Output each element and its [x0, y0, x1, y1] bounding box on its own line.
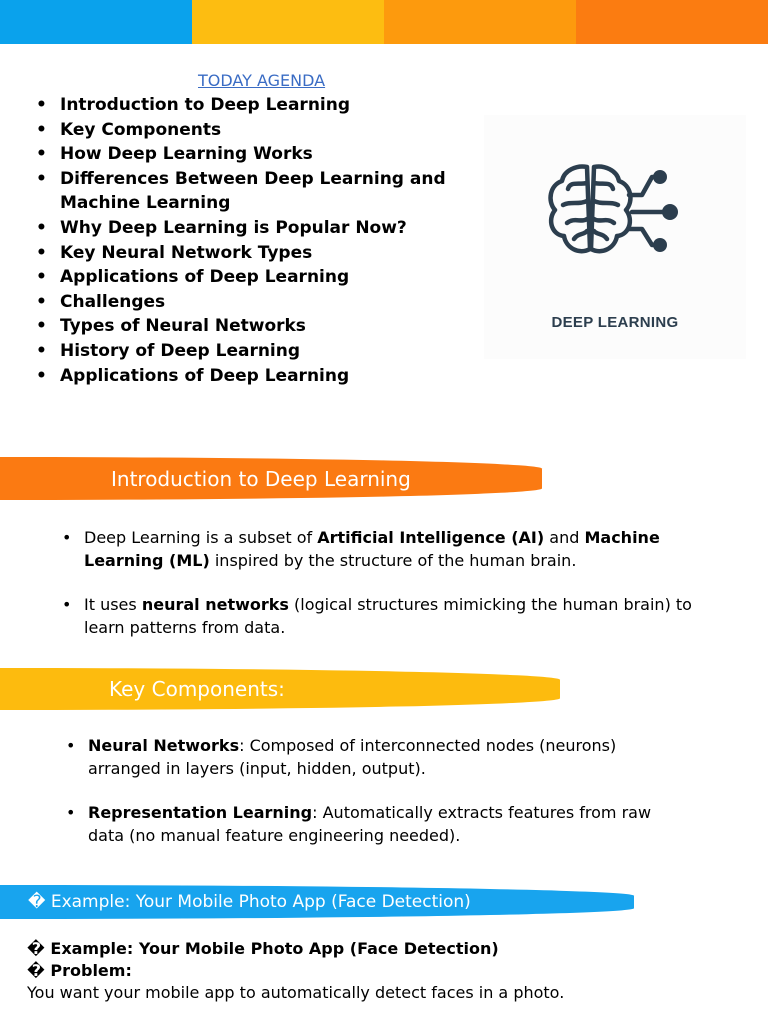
- banner-title: Introduction to Deep Learning: [111, 466, 411, 491]
- agenda-item: • History of Deep Learning: [34, 339, 494, 364]
- text: : Composed of interconnected nodes (neurons) arranged in layers (input, hidden, output).: [88, 736, 617, 778]
- problem-text: You want your mobile app to automatically detect faces in a photo.: [27, 983, 565, 1002]
- agenda-item: • Applications of Deep Learning: [34, 265, 494, 290]
- top-bar-segment-orange: [576, 0, 768, 44]
- bold-term: Neural Networks: [88, 736, 240, 755]
- components-bullets: [64, 734, 684, 868]
- top-bar-segment-blue: [0, 0, 192, 44]
- text: (logical structures mimicking the human brain) to learn patterns from data.: [84, 595, 692, 637]
- intro-bullets: [60, 526, 700, 660]
- banner-introduction: [0, 457, 542, 500]
- brain-circuit-icon: [484, 115, 746, 275]
- list-item: [64, 801, 684, 847]
- agenda-item: • Types of Neural Networks: [34, 314, 494, 339]
- image-caption: DEEP LEARNING: [551, 314, 679, 331]
- text: inspired by the structure of the human brain.: [209, 551, 577, 570]
- example-section: [27, 938, 747, 1004]
- text: : Automatically extracts features from raw data (no manual feature engineering needed).: [88, 803, 652, 845]
- bold-term: Artificial Intelligence (AI): [317, 528, 545, 547]
- agenda-item: • Key Components: [34, 118, 494, 143]
- text: Deep Learning is a subset of: [84, 528, 318, 547]
- top-bar-segment-yellow: [192, 0, 384, 44]
- agenda-list: [34, 93, 494, 388]
- agenda-item: • Challenges: [34, 290, 494, 315]
- list-item: [60, 593, 700, 639]
- text: It uses: [84, 595, 142, 614]
- agenda-item: • Differences Between Deep Learning and Machine Learning: [34, 167, 494, 216]
- agenda-item: • Why Deep Learning is Popular Now?: [34, 216, 494, 241]
- banner-key-components: [0, 668, 560, 710]
- agenda-item: • Applications of Deep Learning: [34, 364, 494, 389]
- list-item: [60, 526, 700, 572]
- bold-term: Machine Learning (ML): [84, 528, 660, 570]
- example-title: � Example: Your Mobile Photo App (Face Detection): [27, 939, 499, 958]
- deep-learning-image: [484, 115, 746, 359]
- text: and: [544, 528, 585, 547]
- agenda-item: • Key Neural Network Types: [34, 241, 494, 266]
- list-item: [64, 734, 684, 780]
- bold-term: neural networks: [141, 595, 289, 614]
- agenda-item: • Introduction to Deep Learning: [34, 93, 494, 118]
- banner-example: [0, 885, 634, 919]
- problem-label: � Problem:: [27, 961, 132, 980]
- top-bar-segment-amber: [384, 0, 576, 44]
- bold-term: Representation Learning: [88, 803, 313, 822]
- top-color-bar: [0, 0, 768, 44]
- banner-title: � Example: Your Mobile Photo App (Face Detection): [28, 892, 471, 912]
- banner-title: Key Components:: [109, 677, 285, 701]
- agenda-item: • How Deep Learning Works: [34, 142, 494, 167]
- agenda-title[interactable]: TODAY AGENDA: [198, 71, 326, 90]
